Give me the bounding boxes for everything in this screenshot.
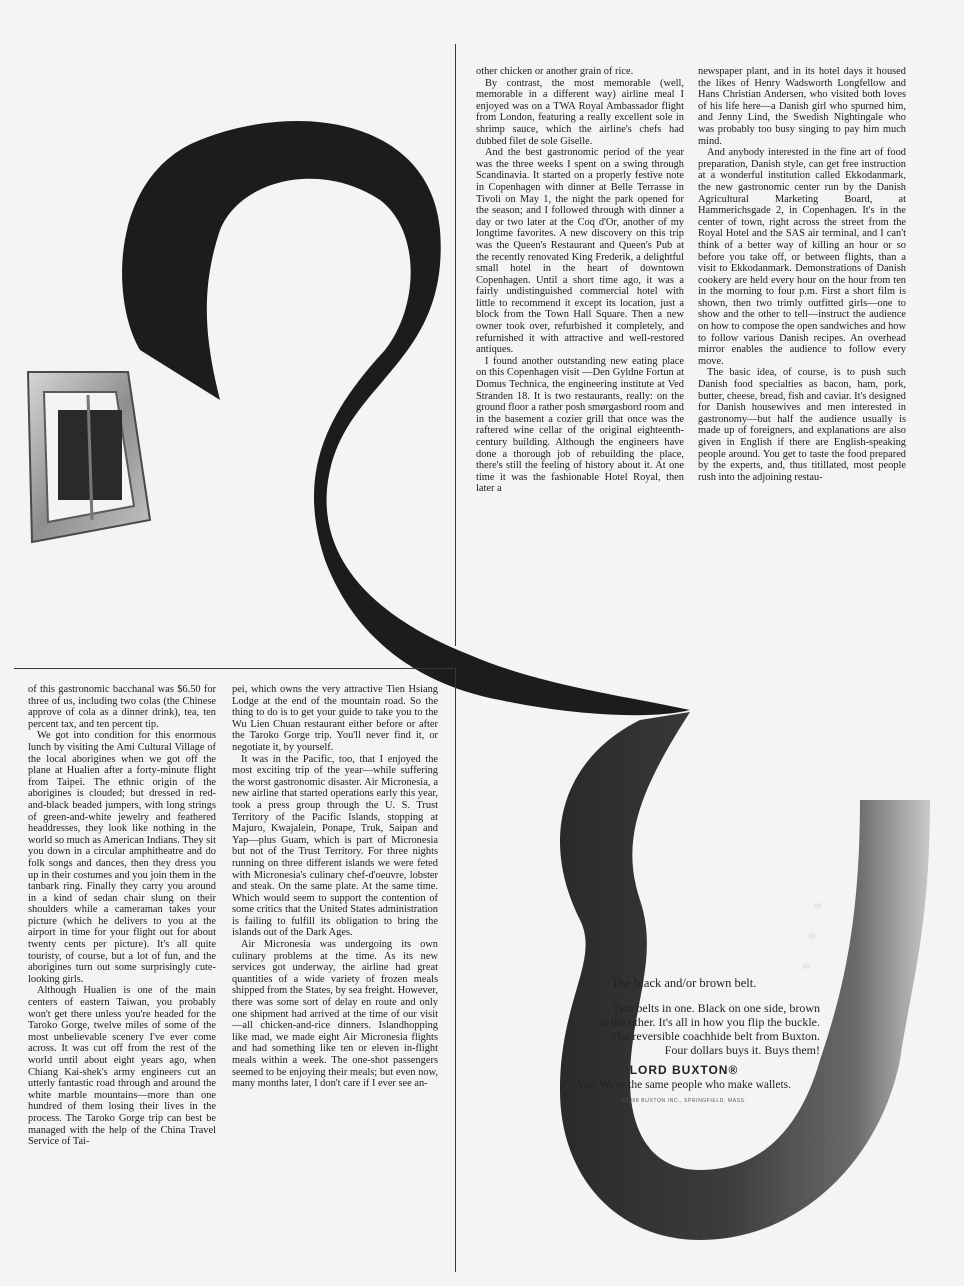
ad-body-line: Two belts in one. Black on one side, brown: [612, 1001, 820, 1015]
article-paragraph: And anybody interested in the fine art of food preparation, Danish style, can get free instruction at a wonderful institution called Ekkodanmark, the new gastronomic center run by the Danish Agricultural Marketing Board, at Hammerichsgade 2, in Copenhagen. It's in the center of town, right across the street from the Royal Hotel and the SAS air terminal, and I can't think of a better way of killing an hour or so before you take off, or between flights, than a visit to Ekkodanmark. Demonstrations of Danish cookery are held every hour on the hour from ten in the morning to four p.m. First a short film is shown, then two trimly outfitted girls—one to show and the other to tell—instruct the audience on how to compose the open sandwiches and how to follow various Danish recipes. An overhead mirror enables the audience to follow every move.: [698, 147, 906, 367]
article-paragraph: Although Hualien is one of the main centers of eastern Taiwan, you probably won't get there unless you're headed for the Taroko Gorge, twelve miles of some of the most unbelievable scenery I've ever come across. It was cut off from the rest of the world until about eight years ago, when Chiang Kai-shek's army engineers cut an utterly fantastic road through and around the white marble mountains—more than one hundred of them losing their lives in the process. The Taroko Gorge trip can best be managed with the help of the China Travel Service of Tai-: [28, 985, 216, 1148]
ad-body-line: on the other. It's all in how you flip the buckle.: [595, 1015, 820, 1029]
article-paragraph: By contrast, the most memorable (well, memorable in a different way) airline meal I enjoyed was on a TWA Royal Ambassador flight from London, featuring a really excellent sole in shrimp sauce, which the airline's chefs had dubbed filet de sole Giselle.: [476, 77, 684, 147]
column-rule-lower: [455, 668, 456, 1272]
article-column-lower-middle: [232, 684, 438, 1260]
belt-buckle: [28, 372, 150, 542]
ad-body: [548, 1001, 820, 1057]
belt-hole: [814, 903, 822, 909]
article-paragraph: of this gastronomic bacchanal was $6.50 for three of us, including two colas (the Chinese approve of cola as a dinner drink), tea, ten percent tax, and ten percent tip.: [28, 684, 216, 730]
ad-headline: The black and/or brown belt.: [611, 976, 757, 990]
article-column-upper-middle: [476, 66, 684, 640]
advertisement-copy: [548, 976, 820, 1108]
belt-hole: [802, 963, 810, 969]
ad-credit: ©1968 BUXTON INC., SPRINGFIELD, MASS.: [621, 1098, 747, 1104]
ad-brand-logo: LORD BUXTON®: [629, 1063, 739, 1077]
article-paragraph: other chicken or another grain of rice.: [476, 66, 634, 77]
column-rule-upper: [455, 44, 456, 646]
article-paragraph: Air Micronesia was undergoing its own culinary problems at the time. As its new services got underway, the airline had great quantities of a wide variety of frozen meals shipped from the States, by sea freight. However, there was some sort of delay en route and only one shipment had arrived at the time of our visit—all chicken-and-rice dinners. Islandhopping like mad, we made eight Air Micronesia flights and had something like ten or eleven in-flight meals within a week. The one-shot passengers seemed to be enjoying their meals; but even now, many months later, I don't care if I ever see an-: [232, 939, 438, 1090]
belt-hole: [808, 933, 816, 939]
ad-tagline: Yes. We're the same people who make wallets.: [576, 1079, 792, 1091]
ad-body-line: The reversible coachhide belt from Buxton.: [610, 1029, 820, 1043]
article-column-upper-right: [698, 66, 906, 640]
article-paragraph: The basic idea, of course, is to push such Danish food specialties as bacon, ham, pork, butter, cheese, bread, fish and caviar. It's designed for Danish housewives and men interested in gastronomy—but half the audience usually is made up of foreigners, and explanations are also given in English if there are English-speaking people around. You get to taste the food prepared by the experts, and, thus titillated, most people rush into the adjoining restau-: [698, 367, 906, 483]
article-paragraph: pei, which owns the very attractive Tien Hsiang Lodge at the end of the mountain road. So the thing to do is to get your guide to take you to the Wu Lien Chuan restaurant either before or after the Taroko Gorge trip. You'll never find it, or negotiate it, by yourself.: [232, 684, 438, 753]
horizontal-rule: [14, 668, 454, 669]
article-paragraph: And the best gastronomic period of the year was the three weeks I spent on a swing through Scandinavia. It started on a properly festive note in Copenhagen with dinner at Belle Terrasse in Tivoli on May 1, the night the park opened for the season; and I followed through with dinner a day or two later at the Coq d'Or, another of my longtime favorites. A new discovery on this trip was the Queen's Restaurant and Queen's Pub at the recently renovated King Frederik, a delightful small hotel in the heart of downtown Copenhagen. Until a short time ago, it was a fairly undistinguished commercial hotel with little to recommend it except its location, just a block from the Town Hall Square. Then a new owner took over, refurbished it completely, and refurnished it with attractive and well-restored antiques.: [476, 147, 684, 356]
article-paragraph: It was in the Pacific, too, that I enjoyed the most exciting trip of the year—while suffering the worst gastronomic disaster. Air Micronesia, a new airline that started operations early this year, took a press group through the U. S. Trust Territory of the Pacific Islands, stopping at Majuro, Kwajalein, Ponape, Truk, Saipan and Yap—plus Guam, which is part of Micronesia but not of the Trust Territory. For three nights running on three different islands we were feted with Micronesia's culinary chef-d'oeuvre, lobster and steak. On the same plate. At the same time. Which would seem to support the contention of some critics that the United States administration is failing to fulfill its obligation to bring the islands out of the Dark Ages.: [232, 753, 438, 939]
article-paragraph: We got into condition for this enormous lunch by visiting the Ami Cultural Village of the local aborigines when we got off the plane at Hualien after a forty-minute flight from Taipei. The ethnic origin of the aborigines is clouded; but dressed in red-and-black beaded jumpers, with long strings of green-and-white jewelry and feathered headdresses, they look like nothing in the world so much as American Indians. They sit you down in a circular amphitheatre and do folk songs and dances, then they dress you up in their costumes and you join them in the tanbark ring. Finally they carry you around in a kind of sedan chair slung on their shoulders while a cameraman takes your picture (which he delivers to you at the airport in time for your flight out for about twenty cents per picture). It's all quite touristy, of course, but a lot of fun, and the aborigines turn out some surprisingly cute-looking girls.: [28, 730, 216, 985]
article-paragraph: newspaper plant, and in its hotel days it housed the likes of Henry Wadsworth Longfellow and Hans Christian Andersen, who visited both loves of his life here—a Danish girl who spurned him, and Jenny Lind, the Swedish Nightingale who was probably too busy singing to pay him much mind.: [698, 66, 906, 147]
article-paragraph: I found another outstanding new eating place on this Copenhagen visit —Den Gyldne Fortun at Domus Technica, the engineering institute at Ved Stranden 18. It is two restaurants, really: on the ground floor a rather posh smørgasbord room and in the basement a cozier grill that once was the raftered wine cellar of the original eighteenth-century building. Although the engineers have done a thorough job of rebuilding the place, there's still the feeling of history about it. At one time it was the fashionable Hotel Royal, then later a: [476, 355, 684, 495]
article-column-lower-left: [28, 684, 216, 1260]
ad-body-line: Four dollars buys it. Buys them!: [664, 1043, 820, 1057]
